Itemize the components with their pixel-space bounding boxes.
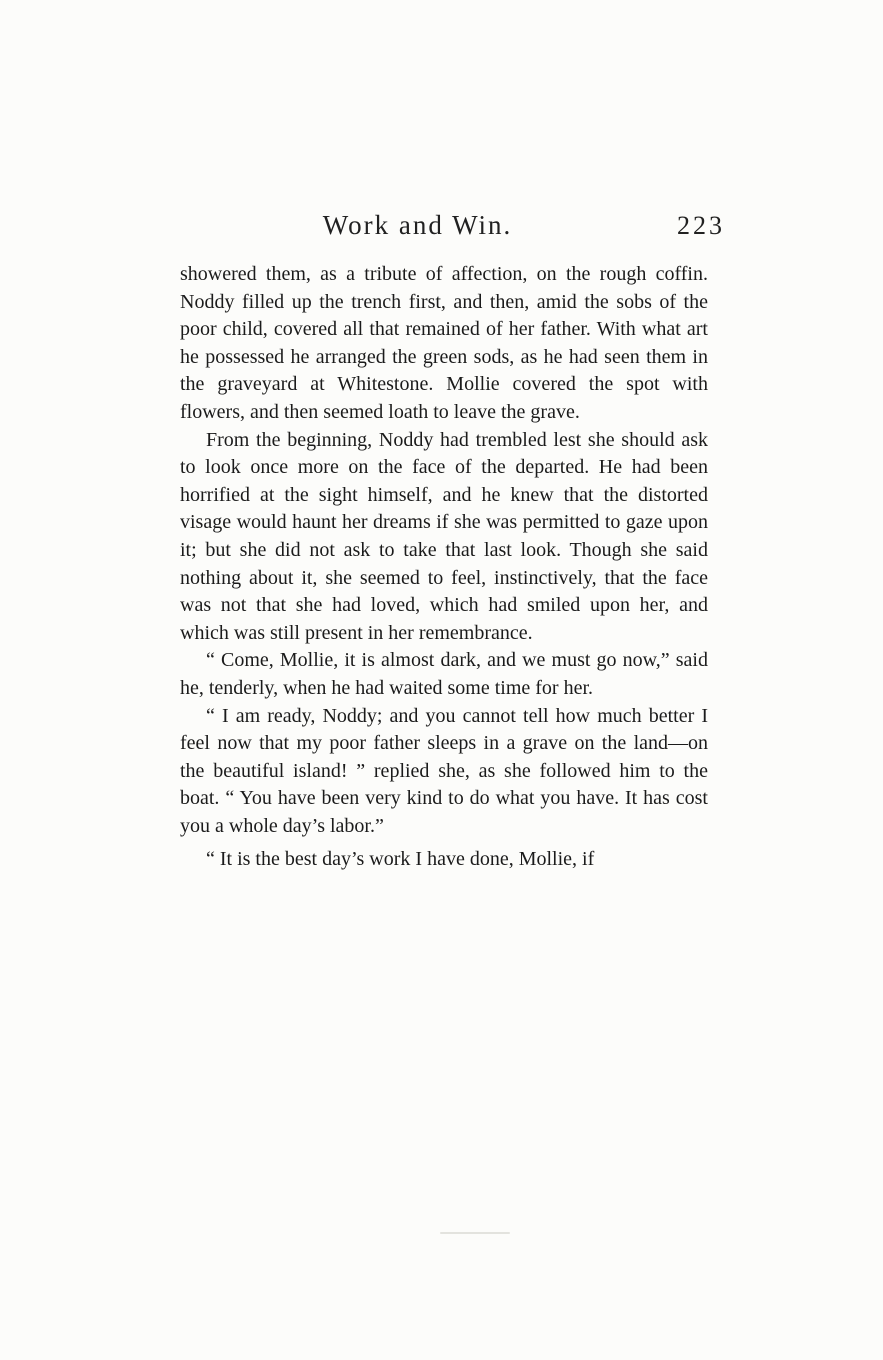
page-header [180, 210, 725, 244]
paragraph: “ I am ready, Noddy; and you cannot tell how much better I feel now that my poor father sleeps in a grave on the land—on the beautiful island! ” replied she, as she followed him to the boat. “ You have been very kind to do what you have. It has cost you a whole day’s labor.” [180, 704, 708, 837]
paragraph: “ Come, Mollie, it is almost dark, and we must go now,” said he, tenderly, when he had waited some time for her. [180, 649, 708, 699]
scan-artifact [440, 1232, 510, 1234]
paragraph: showered them, as a tribute of affection, on the rough coffin. Noddy filled up the trench first, and then, amid the sobs of the poor child, covered all that remained of her father. With what art he possessed he arranged the green sods, as he had seen them in the graveyard at Whitestone. Mollie covered the spot with flowers, and then seemed loath to leave the grave. [180, 263, 708, 423]
paragraph: “ It is the best day’s work I have done, Mollie, if [206, 848, 595, 871]
paragraph: From the beginning, Noddy had trembled lest she should ask to look once more on the face of the departed. He had been horrified at the sight himself, and he knew that the distorted visage would haunt her dreams if she was permitted to gaze upon it; but she did not ask to take that last look. Though she said nothing about it, she seemed to feel, instinctively, that the face was not that she had loved, which had smiled upon her, and which was still present in her remembrance. [180, 428, 708, 644]
page-title: Work and Win. [322, 210, 513, 240]
page-number: 223 [677, 211, 725, 240]
page-text [180, 261, 708, 874]
